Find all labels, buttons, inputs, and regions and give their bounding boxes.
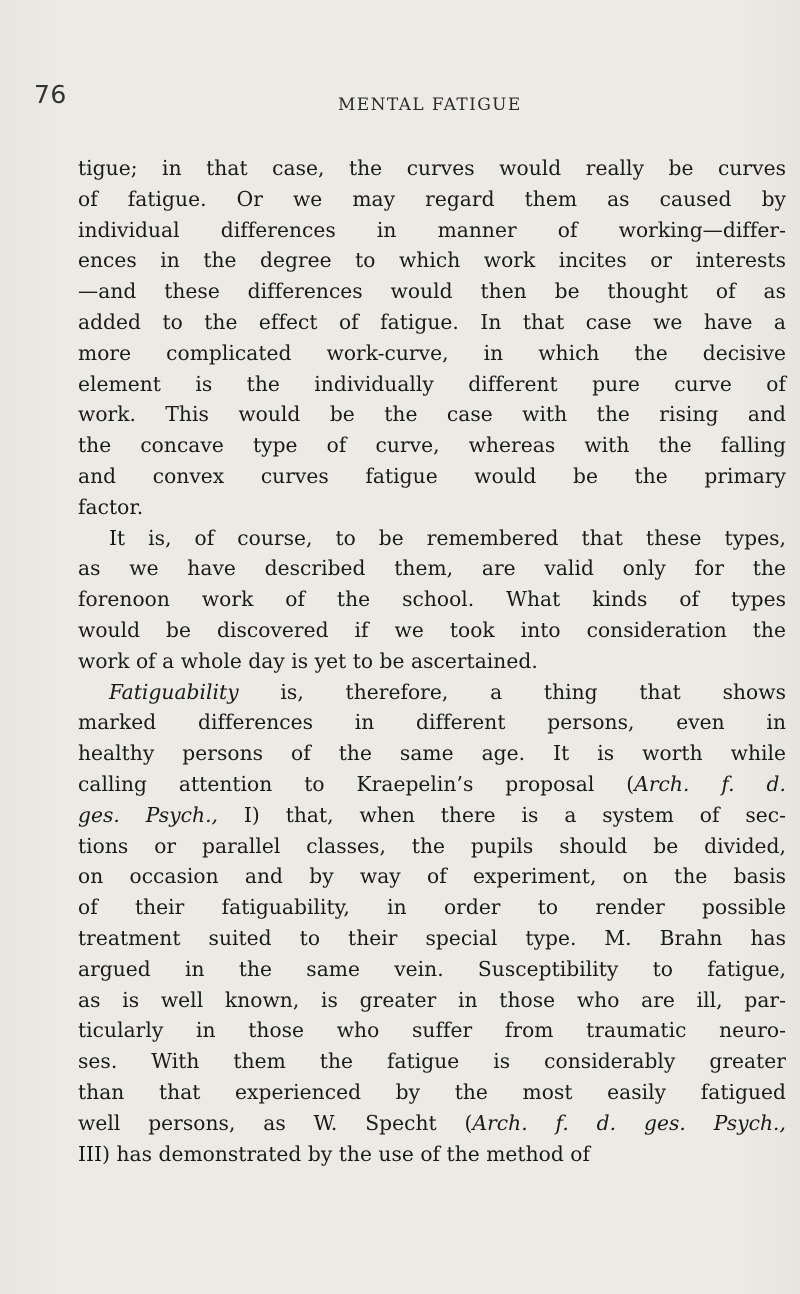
- text-line: [78, 276, 786, 307]
- text-line: [78, 430, 786, 461]
- text-line: [78, 215, 786, 246]
- text-line: [78, 553, 786, 584]
- text-line: [78, 461, 786, 492]
- text-line: [78, 615, 786, 646]
- text-line: [78, 861, 786, 892]
- text-segment: ticularly in those who suffer from traumatic neuro-: [78, 1018, 786, 1043]
- text-line: [78, 738, 786, 769]
- text-line: [78, 769, 786, 800]
- text-segment: than that experienced by the most easily fatigued: [78, 1079, 786, 1104]
- text-segment: I) that, when there is a system of sec-: [218, 802, 786, 827]
- text-line: [78, 492, 786, 523]
- text-segment: would be discovered if we took into consideration the: [78, 617, 786, 642]
- text-line: [78, 1077, 786, 1108]
- text-segment: healthy persons of the same age. It is worth while: [78, 741, 786, 766]
- body-text: [78, 153, 786, 1169]
- text-line: [78, 707, 786, 738]
- text-segment: as we have described them, are valid only for the: [78, 556, 786, 581]
- text-line: [78, 338, 786, 369]
- text-segment: work. This would be the case with the rising and: [78, 402, 786, 427]
- italic-text: ges. Psych.,: [78, 802, 219, 827]
- text-segment: added to the effect of fatigue. In that case we have a: [78, 309, 786, 334]
- text-line: [78, 954, 786, 985]
- text-segment: forenoon work of the school. What kinds of types: [78, 587, 786, 612]
- text-line: [78, 923, 786, 954]
- italic-text: Arch. f. d. ges. Psych.,: [472, 1110, 786, 1135]
- text-line: [78, 584, 786, 615]
- page-header: [34, 80, 764, 120]
- text-segment: of fatigue. Or we may regard them as caused by: [78, 186, 786, 211]
- text-line: [78, 892, 786, 923]
- italic-text: Fatiguability: [109, 679, 239, 704]
- text-segment: of their fatiguability, in order to render possible: [78, 895, 786, 920]
- text-line: [78, 1046, 786, 1077]
- text-line: [78, 523, 786, 554]
- text-segment: ences in the degree to which work incites or interests: [78, 248, 786, 273]
- text-line: [78, 1015, 786, 1046]
- text-segment: III) has demonstrated by the use of the method of: [78, 1141, 590, 1166]
- text-segment: marked differences in different persons, even in: [78, 710, 786, 735]
- page-number: 76: [34, 80, 67, 109]
- text-segment: argued in the same vein. Susceptibility to fatigue,: [78, 956, 786, 981]
- text-segment: on occasion and by way of experiment, on the basis: [78, 864, 786, 889]
- text-segment: work of a whole day is yet to be ascertained.: [78, 648, 538, 673]
- text-line: [78, 153, 786, 184]
- text-segment: tions or parallel classes, the pupils should be divided,: [78, 833, 786, 858]
- text-segment: the concave type of curve, whereas with the falling: [78, 433, 786, 458]
- text-line: [78, 184, 786, 215]
- text-segment: —and these differences would then be thought of as: [78, 279, 786, 304]
- text-line: [78, 677, 786, 708]
- text-line: [78, 245, 786, 276]
- text-segment: element is the individually different pure curve of: [78, 371, 786, 396]
- text-segment: is, therefore, a thing that shows: [238, 679, 786, 704]
- text-segment: tigue; in that case, the curves would really be curves: [78, 156, 786, 180]
- text-line: [78, 646, 786, 677]
- text-segment: more complicated work-curve, in which the decisive: [78, 340, 786, 365]
- text-line: [78, 985, 786, 1016]
- text-line: [78, 307, 786, 338]
- text-segment: It is, of course, to be remembered that these types,: [109, 525, 786, 550]
- running-head: MENTAL FATIGUE: [338, 95, 522, 115]
- text-line: [78, 800, 786, 831]
- text-segment: as is well known, is greater in those who are ill, par-: [78, 987, 786, 1012]
- text-line: [78, 399, 786, 430]
- text-line: [78, 1139, 786, 1170]
- text-segment: individual differences in manner of working—differ-: [78, 217, 786, 242]
- text-line: [78, 369, 786, 400]
- text-segment: calling attention to Kraepelin’s proposal (: [78, 771, 635, 796]
- text-line: [78, 831, 786, 862]
- text-segment: well persons, as W. Specht (: [78, 1110, 473, 1135]
- text-segment: treatment suited to their special type. M. Brahn has: [78, 925, 786, 950]
- text-line: [78, 1108, 786, 1139]
- text-segment: factor.: [78, 494, 144, 519]
- italic-text: Arch. f. d.: [634, 771, 786, 796]
- text-segment: and convex curves fatigue would be the primary: [78, 463, 786, 488]
- text-segment: ses. With them the fatigue is considerably greater: [78, 1049, 786, 1074]
